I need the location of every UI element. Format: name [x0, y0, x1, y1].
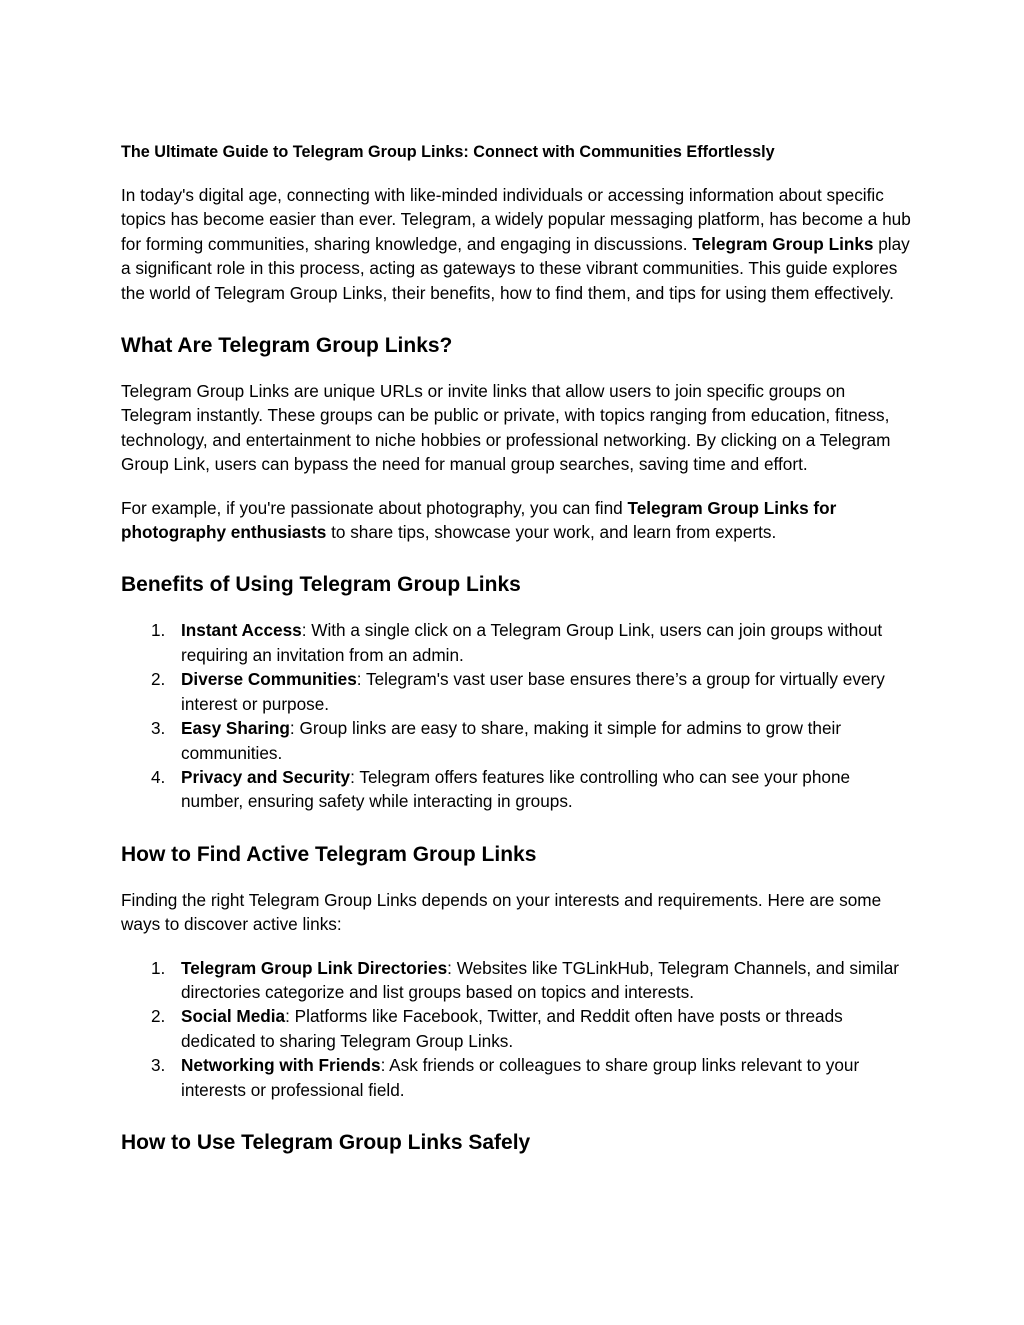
list-number: 4.: [151, 766, 166, 787]
document-page: [121, 141, 911, 1176]
document-title: The Ultimate Guide to Telegram Group Links: Connect with Communities Effortlessly: [121, 143, 775, 161]
list-item: [151, 716, 911, 765]
benefits-list: [121, 618, 911, 813]
list-item-bold: Easy Sharing: [181, 718, 290, 739]
example-text-2: to share tips, showcase your work, and learn from experts.: [326, 522, 777, 543]
list-number: 2.: [151, 1006, 166, 1027]
list-item-bold: Diverse Communities: [181, 669, 357, 690]
how-to-find-paragraph: Finding the right Telegram Group Links depends on your interests and requirements. Here are some ways to discover active links:: [121, 889, 882, 935]
list-number: 3.: [151, 1055, 166, 1076]
list-number: 1.: [151, 620, 166, 641]
list-item-bold: Networking with Friends: [181, 1055, 381, 1076]
section-heading-benefits: Benefits of Using Telegram Group Links: [121, 573, 521, 597]
section-heading-use-safely: How to Use Telegram Group Links Safely: [121, 1130, 531, 1154]
list-item: [151, 956, 911, 1005]
list-item-text: : Group links are easy to share, making it simple for admins to grow their communities.: [181, 718, 842, 763]
what-are-paragraph: Telegram Group Links are unique URLs or invite links that allow users to join specific groups on Telegram instantly. These groups can be public or private, with topics ranging from education, fitness, technology, and entertainment to niche hobbies or professional networking. By clicking on a Telegram Group Link, users can bypass the need for manual group searches, saving time and effort.: [121, 381, 891, 475]
find-links-list: [121, 956, 911, 1102]
list-item-bold: Telegram Group Link Directories: [181, 957, 448, 978]
list-item: [151, 1004, 911, 1053]
list-item-bold: Privacy and Security: [181, 766, 351, 787]
example-text-1: For example, if you're passionate about photography, you can find: [121, 497, 628, 518]
list-item-bold: Instant Access: [181, 620, 302, 641]
list-item-text: : Websites like TGLinkHub, Telegram Channels, and similar directories categorize and list groups based on topics and interests.: [181, 957, 900, 1002]
intro-paragraph: [121, 183, 911, 305]
intro-bold-keyword: Telegram Group Links: [692, 233, 874, 254]
example-bold-keyword: Telegram Group Links for photography enthusiasts: [121, 497, 837, 543]
list-item: [151, 618, 911, 667]
section-heading-what-are: What Are Telegram Group Links?: [121, 334, 453, 358]
list-item-bold: Social Media: [181, 1006, 286, 1027]
intro-text-1: In today's digital age, connecting with like-minded individuals or accessing information about specific topics has become easier than ever. Telegram, a widely popular messaging platform, has become a hub for forming communities, sharing knowledge, and engaging in discussions.: [121, 185, 911, 254]
list-item: [151, 1053, 911, 1102]
list-number: 2.: [151, 669, 166, 690]
list-item-text: : Platforms like Facebook, Twitter, and Reddit often have posts or threads dedicated to sharing Telegram Group Links.: [181, 1006, 843, 1051]
list-item-text: : Ask friends or colleagues to share group links relevant to your interests or professional field.: [181, 1055, 860, 1100]
list-item-text: : With a single click on a Telegram Group Link, users can join groups without requiring an invitation from an admin.: [181, 620, 883, 665]
list-item-text: : Telegram's vast user base ensures there’s a group for virtually every interest or purpose.: [181, 669, 885, 714]
list-item: [151, 667, 911, 716]
list-item: [151, 765, 911, 814]
intro-text-2: play a significant role in this process, acting as gateways to these vibrant communities. This guide explores the world of Telegram Group Links, their benefits, how to find them, and tips for using them effectively.: [121, 233, 910, 303]
list-number: 1.: [151, 957, 166, 978]
section-heading-how-to-find: How to Find Active Telegram Group Links: [121, 842, 537, 866]
example-paragraph: [121, 496, 911, 545]
list-number: 3.: [151, 718, 166, 739]
list-item-text: : Telegram offers features like controlling who can see your phone number, ensuring safety while interacting in groups.: [181, 766, 851, 812]
